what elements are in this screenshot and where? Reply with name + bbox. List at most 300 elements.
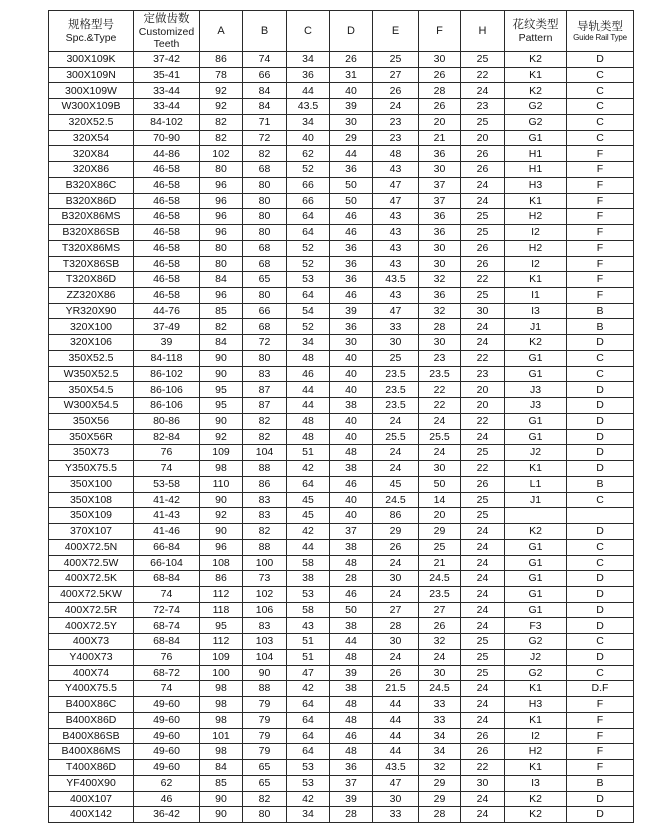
cell-f: 33 bbox=[419, 697, 461, 713]
cell-guide: D bbox=[567, 650, 634, 666]
cell-a: 90 bbox=[200, 792, 243, 808]
cell-e: 86 bbox=[373, 508, 419, 524]
cell-teeth: 36-42 bbox=[134, 807, 200, 823]
cell-a: 82 bbox=[200, 115, 243, 131]
cell-d: 48 bbox=[330, 445, 373, 461]
header-guide-zh: 导轨类型 bbox=[577, 18, 623, 33]
cell-guide: D.F bbox=[567, 681, 634, 697]
cell-pattern: K1 bbox=[505, 461, 567, 477]
cell-teeth: 76 bbox=[134, 445, 200, 461]
cell-h: 24 bbox=[461, 618, 505, 634]
cell-guide: F bbox=[567, 209, 634, 225]
cell-spec: W300X54.5 bbox=[49, 398, 134, 414]
cell-teeth: 46-58 bbox=[134, 288, 200, 304]
cell-e: 30 bbox=[373, 335, 419, 351]
header-a-label: A bbox=[217, 24, 225, 37]
cell-spec: T400X86D bbox=[49, 760, 134, 776]
cell-b: 100 bbox=[243, 556, 287, 572]
cell-teeth: 84-118 bbox=[134, 351, 200, 367]
cell-h: 24 bbox=[461, 319, 505, 335]
cell-b: 80 bbox=[243, 807, 287, 823]
cell-h: 25 bbox=[461, 650, 505, 666]
cell-teeth: 37-49 bbox=[134, 319, 200, 335]
cell-h: 22 bbox=[461, 760, 505, 776]
cell-spec: Y400X73 bbox=[49, 650, 134, 666]
header-spec-zh: 规格型号 bbox=[68, 17, 114, 32]
cell-h: 26 bbox=[461, 729, 505, 745]
cell-pattern: J1 bbox=[505, 493, 567, 509]
cell-d: 28 bbox=[330, 807, 373, 823]
cell-a: 96 bbox=[200, 540, 243, 556]
cell-a: 78 bbox=[200, 68, 243, 84]
cell-f: 32 bbox=[419, 634, 461, 650]
cell-a: 85 bbox=[200, 304, 243, 320]
cell-b: 102 bbox=[243, 587, 287, 603]
cell-d: 46 bbox=[330, 225, 373, 241]
cell-pattern: H3 bbox=[505, 178, 567, 194]
cell-pattern: K2 bbox=[505, 792, 567, 808]
cell-d: 40 bbox=[330, 83, 373, 99]
cell-f: 30 bbox=[419, 461, 461, 477]
cell-spec: B400X86D bbox=[49, 713, 134, 729]
cell-pattern: J2 bbox=[505, 650, 567, 666]
cell-e: 43 bbox=[373, 225, 419, 241]
cell-h: 26 bbox=[461, 241, 505, 257]
cell-c: 34 bbox=[287, 335, 330, 351]
cell-teeth: 66-104 bbox=[134, 556, 200, 572]
cell-guide: C bbox=[567, 666, 634, 682]
cell-pattern: K1 bbox=[505, 713, 567, 729]
cell-d: 36 bbox=[330, 162, 373, 178]
cell-pattern: H2 bbox=[505, 241, 567, 257]
cell-h: 24 bbox=[461, 540, 505, 556]
cell-pattern: G1 bbox=[505, 414, 567, 430]
header-teeth-en: Customized Teeth bbox=[138, 25, 195, 50]
cell-f: 24 bbox=[419, 414, 461, 430]
cell-f: 22 bbox=[419, 398, 461, 414]
cell-f: 37 bbox=[419, 178, 461, 194]
cell-b: 87 bbox=[243, 398, 287, 414]
cell-guide: F bbox=[567, 760, 634, 776]
cell-a: 90 bbox=[200, 493, 243, 509]
cell-h: 25 bbox=[461, 209, 505, 225]
cell-pattern: G1 bbox=[505, 351, 567, 367]
cell-b: 65 bbox=[243, 776, 287, 792]
cell-guide: B bbox=[567, 319, 634, 335]
cell-spec: YF400X90 bbox=[49, 776, 134, 792]
cell-h: 23 bbox=[461, 99, 505, 115]
cell-f: 29 bbox=[419, 792, 461, 808]
cell-d: 40 bbox=[330, 430, 373, 446]
cell-e: 24 bbox=[373, 461, 419, 477]
cell-b: 84 bbox=[243, 83, 287, 99]
cell-b: 88 bbox=[243, 461, 287, 477]
header-f bbox=[419, 11, 461, 52]
cell-f: 23 bbox=[419, 351, 461, 367]
cell-b: 79 bbox=[243, 744, 287, 760]
header-teeth-zh: 定做齿数 bbox=[143, 11, 190, 26]
cell-a: 84 bbox=[200, 760, 243, 776]
cell-b: 74 bbox=[243, 52, 287, 68]
cell-d: 44 bbox=[330, 634, 373, 650]
cell-a: 84 bbox=[200, 335, 243, 351]
cell-c: 44 bbox=[287, 83, 330, 99]
cell-b: 88 bbox=[243, 681, 287, 697]
cell-c: 34 bbox=[287, 52, 330, 68]
cell-f: 32 bbox=[419, 272, 461, 288]
cell-pattern: K1 bbox=[505, 194, 567, 210]
cell-d: 40 bbox=[330, 414, 373, 430]
cell-h: 26 bbox=[461, 257, 505, 273]
cell-c: 64 bbox=[287, 477, 330, 493]
cell-f: 50 bbox=[419, 477, 461, 493]
cell-guide: B bbox=[567, 477, 634, 493]
cell-spec: T320X86SB bbox=[49, 257, 134, 273]
cell-guide: C bbox=[567, 634, 634, 650]
cell-b: 83 bbox=[243, 493, 287, 509]
cell-pattern: K2 bbox=[505, 52, 567, 68]
cell-b: 90 bbox=[243, 666, 287, 682]
cell-d: 31 bbox=[330, 68, 373, 84]
cell-e: 47 bbox=[373, 178, 419, 194]
cell-f: 30 bbox=[419, 666, 461, 682]
cell-spec: Y400X75.5 bbox=[49, 681, 134, 697]
cell-spec: B400X86C bbox=[49, 697, 134, 713]
cell-f: 26 bbox=[419, 99, 461, 115]
cell-teeth: 82-84 bbox=[134, 430, 200, 446]
cell-teeth: 46-58 bbox=[134, 178, 200, 194]
cell-d: 48 bbox=[330, 744, 373, 760]
header-spec-en: Spc.&Type bbox=[65, 31, 117, 44]
cell-c: 64 bbox=[287, 744, 330, 760]
cell-a: 108 bbox=[200, 556, 243, 572]
cell-e: 25.5 bbox=[373, 430, 419, 446]
cell-e: 43.5 bbox=[373, 272, 419, 288]
cell-a: 80 bbox=[200, 162, 243, 178]
cell-spec: 350X73 bbox=[49, 445, 134, 461]
cell-pattern: I1 bbox=[505, 288, 567, 304]
cell-d: 39 bbox=[330, 666, 373, 682]
cell-teeth: 84-102 bbox=[134, 115, 200, 131]
cell-a: 98 bbox=[200, 697, 243, 713]
header-f-label: F bbox=[436, 24, 443, 37]
cell-spec: B400X86MS bbox=[49, 744, 134, 760]
cell-d: 36 bbox=[330, 760, 373, 776]
cell-spec: 400X73 bbox=[49, 634, 134, 650]
cell-b: 80 bbox=[243, 288, 287, 304]
header-teeth bbox=[134, 11, 200, 52]
cell-f: 23.5 bbox=[419, 367, 461, 383]
cell-teeth: 80-86 bbox=[134, 414, 200, 430]
cell-c: 46 bbox=[287, 367, 330, 383]
cell-h: 22 bbox=[461, 461, 505, 477]
cell-d: 36 bbox=[330, 241, 373, 257]
cell-pattern: G1 bbox=[505, 587, 567, 603]
cell-b: 68 bbox=[243, 257, 287, 273]
cell-d: 48 bbox=[330, 713, 373, 729]
cell-c: 40 bbox=[287, 131, 330, 147]
cell-b: 104 bbox=[243, 650, 287, 666]
cell-a: 101 bbox=[200, 729, 243, 745]
cell-d: 40 bbox=[330, 493, 373, 509]
cell-spec: T320X86D bbox=[49, 272, 134, 288]
cell-spec: 320X100 bbox=[49, 319, 134, 335]
cell-c: 53 bbox=[287, 587, 330, 603]
cell-b: 72 bbox=[243, 131, 287, 147]
cell-e: 44 bbox=[373, 744, 419, 760]
cell-spec: 400X74 bbox=[49, 666, 134, 682]
cell-spec: T320X86MS bbox=[49, 241, 134, 257]
cell-e: 44 bbox=[373, 713, 419, 729]
cell-teeth: 41-46 bbox=[134, 524, 200, 540]
cell-f: 21 bbox=[419, 131, 461, 147]
cell-teeth: 46-58 bbox=[134, 272, 200, 288]
cell-a: 98 bbox=[200, 713, 243, 729]
cell-c: 48 bbox=[287, 430, 330, 446]
cell-h: 25 bbox=[461, 666, 505, 682]
cell-h: 22 bbox=[461, 68, 505, 84]
cell-pattern: H1 bbox=[505, 162, 567, 178]
cell-f: 29 bbox=[419, 776, 461, 792]
cell-teeth: 62 bbox=[134, 776, 200, 792]
cell-guide: F bbox=[567, 178, 634, 194]
cell-c: 52 bbox=[287, 241, 330, 257]
header-d bbox=[330, 11, 373, 52]
cell-d: 37 bbox=[330, 524, 373, 540]
cell-teeth: 46-58 bbox=[134, 257, 200, 273]
cell-e: 47 bbox=[373, 776, 419, 792]
cell-f: 32 bbox=[419, 304, 461, 320]
cell-f: 28 bbox=[419, 319, 461, 335]
cell-d: 38 bbox=[330, 540, 373, 556]
cell-d: 40 bbox=[330, 382, 373, 398]
cell-d: 30 bbox=[330, 335, 373, 351]
cell-b: 71 bbox=[243, 115, 287, 131]
cell-spec: 400X72.5K bbox=[49, 571, 134, 587]
cell-c: 42 bbox=[287, 461, 330, 477]
cell-f: 29 bbox=[419, 524, 461, 540]
cell-teeth: 46 bbox=[134, 792, 200, 808]
cell-e: 21.5 bbox=[373, 681, 419, 697]
cell-guide bbox=[567, 508, 634, 524]
cell-c: 47 bbox=[287, 666, 330, 682]
cell-guide: D bbox=[567, 335, 634, 351]
cell-e: 43.5 bbox=[373, 760, 419, 776]
cell-guide: D bbox=[567, 445, 634, 461]
cell-a: 84 bbox=[200, 272, 243, 288]
cell-guide: D bbox=[567, 587, 634, 603]
cell-h: 24 bbox=[461, 556, 505, 572]
cell-b: 80 bbox=[243, 178, 287, 194]
cell-a: 82 bbox=[200, 131, 243, 147]
cell-pattern: G2 bbox=[505, 666, 567, 682]
cell-teeth: 41-42 bbox=[134, 493, 200, 509]
cell-c: 44 bbox=[287, 540, 330, 556]
header-e-label: E bbox=[391, 24, 400, 37]
cell-c: 38 bbox=[287, 571, 330, 587]
cell-guide: C bbox=[567, 99, 634, 115]
cell-f: 36 bbox=[419, 225, 461, 241]
cell-h: 26 bbox=[461, 477, 505, 493]
cell-f: 27 bbox=[419, 603, 461, 619]
cell-c: 64 bbox=[287, 209, 330, 225]
cell-teeth: 41-43 bbox=[134, 508, 200, 524]
cell-h: 20 bbox=[461, 131, 505, 147]
cell-c: 42 bbox=[287, 524, 330, 540]
cell-d: 48 bbox=[330, 650, 373, 666]
cell-b: 65 bbox=[243, 272, 287, 288]
cell-pattern: H1 bbox=[505, 146, 567, 162]
cell-guide: F bbox=[567, 713, 634, 729]
cell-d: 46 bbox=[330, 477, 373, 493]
cell-teeth: 46-58 bbox=[134, 225, 200, 241]
cell-pattern: J1 bbox=[505, 319, 567, 335]
header-pattern-en: Pattern bbox=[518, 31, 553, 44]
header-guide bbox=[567, 11, 634, 52]
header-c-label: C bbox=[304, 24, 312, 37]
cell-a: 86 bbox=[200, 52, 243, 68]
cell-c: 42 bbox=[287, 681, 330, 697]
cell-d: 30 bbox=[330, 115, 373, 131]
cell-a: 98 bbox=[200, 681, 243, 697]
cell-b: 87 bbox=[243, 382, 287, 398]
cell-b: 68 bbox=[243, 241, 287, 257]
cell-b: 82 bbox=[243, 146, 287, 162]
cell-f: 36 bbox=[419, 209, 461, 225]
cell-d: 36 bbox=[330, 257, 373, 273]
cell-guide: D bbox=[567, 461, 634, 477]
cell-c: 58 bbox=[287, 556, 330, 572]
cell-d: 36 bbox=[330, 272, 373, 288]
cell-pattern: K1 bbox=[505, 68, 567, 84]
cell-f: 30 bbox=[419, 52, 461, 68]
cell-c: 58 bbox=[287, 603, 330, 619]
cell-a: 90 bbox=[200, 414, 243, 430]
cell-b: 84 bbox=[243, 99, 287, 115]
cell-d: 38 bbox=[330, 461, 373, 477]
cell-e: 26 bbox=[373, 540, 419, 556]
cell-c: 66 bbox=[287, 178, 330, 194]
cell-h: 24 bbox=[461, 792, 505, 808]
cell-pattern: G1 bbox=[505, 430, 567, 446]
cell-guide: D bbox=[567, 603, 634, 619]
cell-b: 86 bbox=[243, 477, 287, 493]
cell-spec: 400X107 bbox=[49, 792, 134, 808]
cell-guide: D bbox=[567, 571, 634, 587]
cell-pattern: G1 bbox=[505, 540, 567, 556]
cell-b: 82 bbox=[243, 430, 287, 446]
cell-h: 22 bbox=[461, 351, 505, 367]
cell-guide: F bbox=[567, 288, 634, 304]
cell-h: 26 bbox=[461, 162, 505, 178]
cell-b: 106 bbox=[243, 603, 287, 619]
cell-d: 48 bbox=[330, 697, 373, 713]
cell-b: 83 bbox=[243, 508, 287, 524]
cell-teeth: 44-86 bbox=[134, 146, 200, 162]
cell-d: 40 bbox=[330, 367, 373, 383]
cell-guide: D bbox=[567, 398, 634, 414]
cell-pattern: J3 bbox=[505, 398, 567, 414]
cell-h: 24 bbox=[461, 807, 505, 823]
cell-guide: C bbox=[567, 68, 634, 84]
cell-h: 26 bbox=[461, 146, 505, 162]
cell-a: 98 bbox=[200, 461, 243, 477]
header-e bbox=[373, 11, 419, 52]
cell-a: 109 bbox=[200, 445, 243, 461]
cell-f: 20 bbox=[419, 508, 461, 524]
cell-h: 25 bbox=[461, 225, 505, 241]
cell-guide: D bbox=[567, 430, 634, 446]
cell-b: 72 bbox=[243, 335, 287, 351]
cell-pattern: I3 bbox=[505, 304, 567, 320]
cell-spec: 320X106 bbox=[49, 335, 134, 351]
cell-a: 96 bbox=[200, 178, 243, 194]
cell-pattern: I3 bbox=[505, 776, 567, 792]
cell-d: 36 bbox=[330, 319, 373, 335]
cell-b: 79 bbox=[243, 697, 287, 713]
cell-teeth: 33-44 bbox=[134, 83, 200, 99]
cell-c: 53 bbox=[287, 272, 330, 288]
cell-teeth: 35-41 bbox=[134, 68, 200, 84]
cell-spec: 400X72.5KW bbox=[49, 587, 134, 603]
cell-pattern: J2 bbox=[505, 445, 567, 461]
cell-a: 96 bbox=[200, 225, 243, 241]
cell-h: 24 bbox=[461, 178, 505, 194]
cell-spec: 320X84 bbox=[49, 146, 134, 162]
header-b bbox=[243, 11, 287, 52]
cell-guide: C bbox=[567, 115, 634, 131]
cell-teeth: 33-44 bbox=[134, 99, 200, 115]
cell-spec: 320X54 bbox=[49, 131, 134, 147]
cell-spec: W350X52.5 bbox=[49, 367, 134, 383]
cell-guide: D bbox=[567, 807, 634, 823]
cell-d: 46 bbox=[330, 209, 373, 225]
cell-a: 112 bbox=[200, 587, 243, 603]
cell-spec: 320X86 bbox=[49, 162, 134, 178]
cell-guide: B bbox=[567, 304, 634, 320]
cell-e: 30 bbox=[373, 634, 419, 650]
cell-b: 80 bbox=[243, 351, 287, 367]
cell-spec: B400X86SB bbox=[49, 729, 134, 745]
cell-b: 80 bbox=[243, 209, 287, 225]
cell-e: 43 bbox=[373, 241, 419, 257]
cell-a: 118 bbox=[200, 603, 243, 619]
cell-pattern: G1 bbox=[505, 367, 567, 383]
cell-b: 80 bbox=[243, 225, 287, 241]
cell-spec: 350X54.5 bbox=[49, 382, 134, 398]
cell-h: 20 bbox=[461, 382, 505, 398]
cell-teeth: 74 bbox=[134, 681, 200, 697]
cell-spec: 320X52.5 bbox=[49, 115, 134, 131]
cell-b: 68 bbox=[243, 319, 287, 335]
cell-b: 83 bbox=[243, 367, 287, 383]
cell-f: 30 bbox=[419, 162, 461, 178]
cell-h: 25 bbox=[461, 288, 505, 304]
cell-b: 80 bbox=[243, 194, 287, 210]
cell-a: 95 bbox=[200, 398, 243, 414]
cell-c: 34 bbox=[287, 115, 330, 131]
cell-f: 24 bbox=[419, 445, 461, 461]
cell-f: 36 bbox=[419, 288, 461, 304]
cell-f: 22 bbox=[419, 382, 461, 398]
cell-h: 24 bbox=[461, 571, 505, 587]
cell-b: 66 bbox=[243, 304, 287, 320]
cell-h: 24 bbox=[461, 681, 505, 697]
cell-c: 52 bbox=[287, 257, 330, 273]
cell-d: 37 bbox=[330, 776, 373, 792]
cell-guide: B bbox=[567, 776, 634, 792]
cell-f: 30 bbox=[419, 241, 461, 257]
